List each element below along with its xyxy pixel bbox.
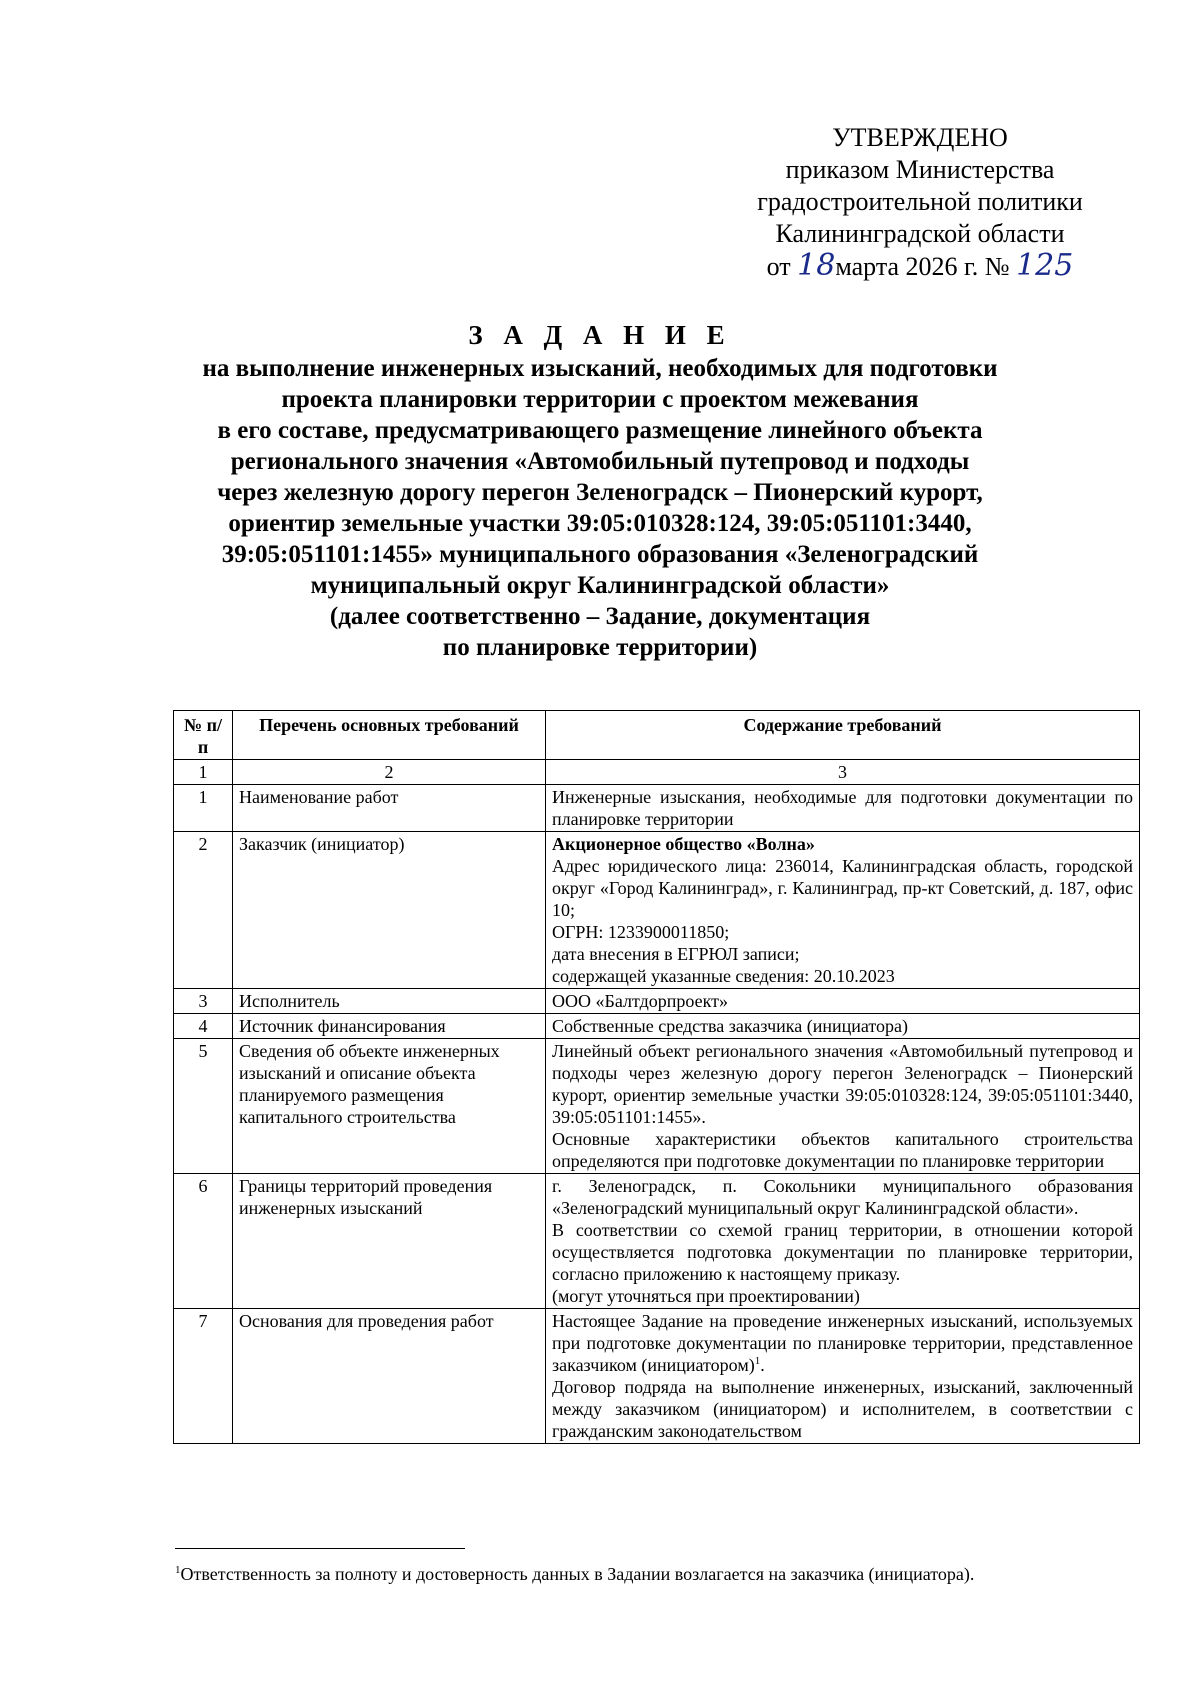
footnote-text: Ответственность за полноту и достоверность данных в Задании возлагается на заказчика (инициатора). bbox=[180, 1564, 975, 1584]
approval-line-1: приказом Министерства bbox=[785, 155, 1055, 184]
row-content bbox=[546, 785, 1140, 832]
header-content: Содержание требований bbox=[546, 711, 1140, 760]
row-content bbox=[546, 1174, 1140, 1309]
document-title bbox=[150, 320, 1050, 663]
date-prefix: от bbox=[766, 252, 791, 281]
footnote-mark: 1 bbox=[175, 1564, 181, 1576]
date-rest: марта 2026 г. № bbox=[835, 252, 1010, 281]
index-cell: 3 bbox=[546, 760, 1140, 785]
row-requirement: Заказчик (инициатор) bbox=[233, 832, 546, 989]
document-heading: З А Д А Н И Е bbox=[468, 320, 732, 350]
title-line: через железную дорогу перегон Зеленоградск – Пионерский курорт, bbox=[217, 479, 983, 506]
customer-name: Акционерное общество «Волна» bbox=[552, 834, 815, 854]
table-index-row bbox=[174, 760, 1140, 785]
content-paragraph: В соответствии со схемой границ территории, в отношении которой осуществляется подготовка документации по планировке территории, согласно приложению к настоящему приказу. bbox=[552, 1220, 1133, 1284]
title-line: регионального значения «Автомобильный путепровод и подходы bbox=[230, 448, 970, 475]
content-paragraph: ООО «Балтдорпроект» bbox=[552, 991, 728, 1011]
row-number: 1 bbox=[174, 785, 233, 832]
approval-status: УТВЕРЖДЕНО bbox=[832, 123, 1008, 152]
table-row bbox=[174, 1174, 1140, 1309]
content-paragraph: Адрес юридического лица: 236014, Калининградская область, городской округ «Город Калининград», г. Калининград, пр-кт Советский, д. 187, офис 10; bbox=[552, 856, 1133, 920]
row-requirement: Границы территорий проведения инженерных изысканий bbox=[233, 1174, 546, 1309]
title-line: 39:05:051101:1455» муниципального образования «Зеленоградский bbox=[221, 541, 979, 568]
row-requirement: Наименование работ bbox=[233, 785, 546, 832]
row-content bbox=[546, 989, 1140, 1014]
footnote bbox=[175, 1562, 1135, 1586]
header-name: Перечень основных требований bbox=[233, 711, 546, 760]
content-paragraph: содержащей указанные сведения: 20.10.2023 bbox=[552, 966, 895, 986]
content-paragraph: дата внесения в ЕГРЮЛ записи; bbox=[552, 944, 800, 964]
approval-line-3: Калининградской области bbox=[775, 219, 1065, 248]
content-paragraph: Собственные средства заказчика (инициатора) bbox=[552, 1016, 909, 1036]
content-paragraph: (могут уточняться при проектировании) bbox=[552, 1286, 860, 1306]
title-line: по планировке территории) bbox=[442, 634, 758, 661]
content-paragraph: г. Зеленоградск, п. Сокольники муниципального образования «Зеленоградский муниципальный округ Калининградской области». bbox=[552, 1176, 1133, 1218]
title-line: проекта планировки территории с проектом межевания bbox=[281, 386, 919, 413]
row-number: 6 bbox=[174, 1174, 233, 1309]
handwritten-day: 18 bbox=[797, 248, 836, 283]
row-requirement: Источник финансирования bbox=[233, 1014, 546, 1039]
approval-line-2: градостроительной политики bbox=[757, 187, 1083, 216]
title-line: (далее соответственно – Задание, документация bbox=[329, 603, 871, 630]
title-line: ориентир земельные участки 39:05:010328:124, 39:05:051101:3440, bbox=[228, 510, 972, 537]
title-line: в его составе, предусматривающего размещение линейного объекта bbox=[217, 417, 983, 444]
content-paragraph: Договор подряда на выполнение инженерных, изысканий, заключенный между заказчиком (инициатором) и исполнителем, в соответствии с гражданским законодательством bbox=[552, 1377, 1133, 1441]
content-paragraph: ОГРН: 1233900011850; bbox=[552, 922, 730, 942]
row-content bbox=[546, 1039, 1140, 1174]
table-header-row bbox=[174, 711, 1140, 760]
footnoted-tail: . bbox=[760, 1355, 765, 1375]
footnote-separator bbox=[175, 1548, 465, 1549]
approval-stamp bbox=[730, 122, 1110, 283]
row-requirement: Исполнитель bbox=[233, 989, 546, 1014]
index-cell: 2 bbox=[233, 760, 546, 785]
table-row bbox=[174, 1039, 1140, 1174]
approval-date-line bbox=[730, 250, 1110, 283]
row-number: 3 bbox=[174, 989, 233, 1014]
row-number: 7 bbox=[174, 1309, 233, 1444]
header-num: № п/п bbox=[174, 711, 233, 760]
footnoted-text: Настоящее Задание на проведение инженерных изысканий, используемых при подготовке документации по планировке территории, представленное заказчиком (инициатором) bbox=[552, 1311, 1133, 1375]
row-number: 5 bbox=[174, 1039, 233, 1174]
title-line: муниципальный округ Калининградской области» bbox=[310, 572, 890, 599]
row-content bbox=[546, 1309, 1140, 1444]
table-row bbox=[174, 1309, 1140, 1444]
row-number: 4 bbox=[174, 1014, 233, 1039]
table-row bbox=[174, 832, 1140, 989]
content-paragraph bbox=[552, 1310, 1133, 1376]
index-cell: 1 bbox=[174, 760, 233, 785]
table-row bbox=[174, 785, 1140, 832]
content-paragraph: Основные характеристики объектов капитального строительства определяются при подготовке документации по планировке территории bbox=[552, 1129, 1133, 1171]
row-requirement: Сведения об объекте инженерных изысканий и описание объекта планируемого размещения капитального строительства bbox=[233, 1039, 546, 1174]
row-number: 2 bbox=[174, 832, 233, 989]
table-row bbox=[174, 1014, 1140, 1039]
row-requirement: Основания для проведения работ bbox=[233, 1309, 546, 1444]
row-content bbox=[546, 1014, 1140, 1039]
handwritten-order-number: 125 bbox=[1016, 248, 1074, 283]
table-row bbox=[174, 989, 1140, 1014]
requirements-table bbox=[173, 710, 1140, 1444]
footnote-reference[interactable]: 1 bbox=[754, 1355, 761, 1367]
content-paragraph: Линейный объект регионального значения «Автомобильный путепровод и подходы через железную дорогу перегон Зеленоградск – Пионерский курорт, ориентир земельные участки 39:05:010328:124, 39:05:051101:3440, 39:05:051101:1455». bbox=[552, 1041, 1133, 1127]
row-content bbox=[546, 832, 1140, 989]
content-paragraph: Инженерные изыскания, необходимые для подготовки документации по планировке территории bbox=[552, 787, 1133, 829]
title-line: на выполнение инженерных изысканий, необходимых для подготовки bbox=[202, 355, 998, 382]
